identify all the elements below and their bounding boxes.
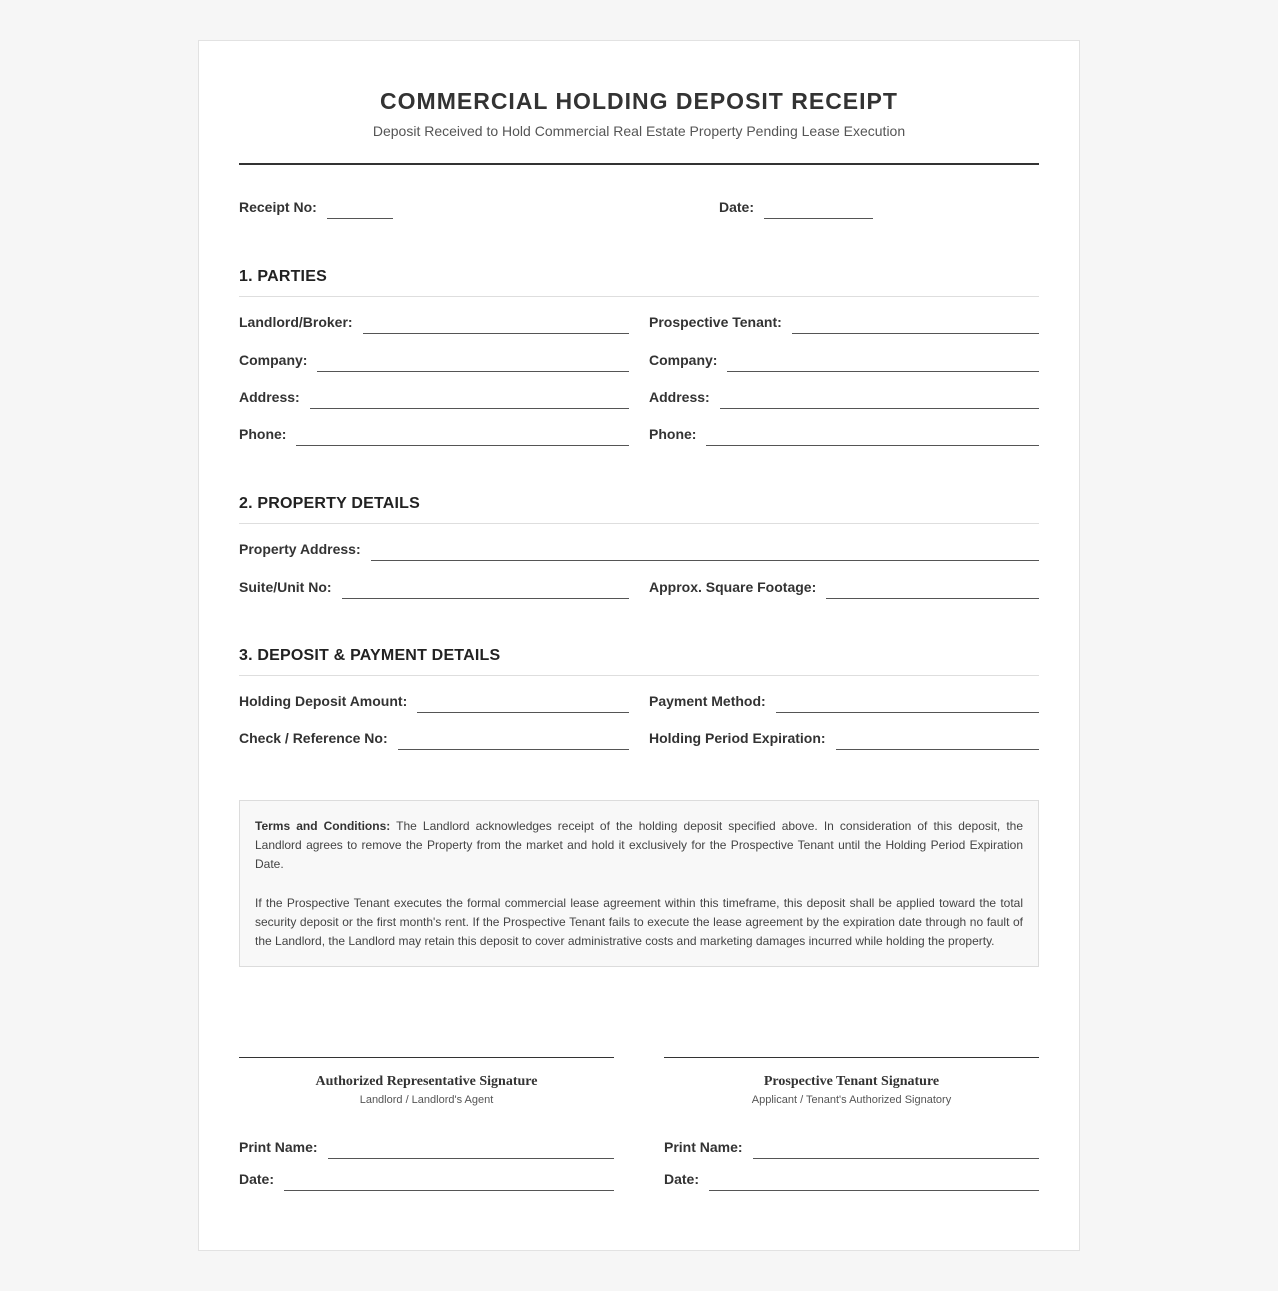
payment-method-field — [649, 693, 1039, 713]
tenant-signature-line[interactable] — [664, 1057, 1039, 1058]
tenant-signature-block — [664, 1057, 1039, 1191]
receipt-date-input[interactable] — [764, 199, 873, 219]
landlord-name-input[interactable] — [363, 314, 629, 334]
tenant-company-label: Company: — [649, 352, 718, 368]
tenant-company-field — [649, 352, 1039, 372]
landlord-address-label: Address: — [239, 389, 300, 405]
document-title: COMMERCIAL HOLDING DEPOSIT RECEIPT — [380, 88, 898, 114]
property-address-label: Property Address: — [239, 541, 361, 557]
document-subtitle: Deposit Received to Hold Commercial Real Estate Property Pending Lease Execution — [372, 123, 906, 139]
landlord-company-label: Company: — [239, 352, 308, 368]
landlord-address-input[interactable] — [310, 389, 629, 409]
suite-input[interactable] — [342, 579, 629, 599]
landlord-phone-label: Phone: — [239, 426, 287, 442]
sqft-field — [649, 579, 1039, 599]
landlord-company-input[interactable] — [317, 352, 629, 372]
landlord-sign-date-input[interactable] — [284, 1171, 614, 1191]
tenant-sign-date-label: Date: — [664, 1171, 700, 1187]
terms-paragraph-1 — [255, 817, 1023, 874]
landlord-company-field — [239, 352, 629, 372]
parties-row-address — [239, 389, 1039, 409]
expiration-input[interactable] — [836, 730, 1039, 750]
deposit-row-amount — [239, 693, 1039, 713]
check-reference-input[interactable] — [398, 730, 629, 750]
landlord-address-field — [239, 389, 629, 409]
section-deposit-title: 3. DEPOSIT & PAYMENT DETAILS — [239, 646, 1039, 676]
tenant-company-input[interactable] — [727, 352, 1039, 372]
parties-row-company — [239, 352, 1039, 372]
landlord-signature-block — [239, 1057, 614, 1191]
landlord-signature-subtitle: Landlord / Landlord's Agent — [359, 1094, 494, 1106]
expiration-field — [649, 730, 1039, 750]
property-row-details — [239, 579, 1039, 599]
receipt-info-row — [239, 199, 1039, 219]
receipt-date-label: Date: — [719, 199, 755, 215]
tenant-sign-date-field — [664, 1171, 1039, 1191]
landlord-signature-line[interactable] — [239, 1057, 614, 1058]
deposit-amount-input[interactable] — [417, 693, 629, 713]
sqft-input[interactable] — [826, 579, 1039, 599]
deposit-amount-label: Holding Deposit Amount: — [239, 693, 408, 709]
landlord-signature-title: Authorized Representative Signature — [315, 1074, 538, 1089]
expiration-label: Holding Period Expiration: — [649, 730, 826, 746]
property-address-input[interactable] — [371, 541, 1039, 561]
tenant-address-label: Address: — [649, 389, 710, 405]
tenant-sign-date-input[interactable] — [709, 1171, 1039, 1191]
landlord-print-name-label: Print Name: — [239, 1139, 318, 1155]
tenant-phone-label: Phone: — [649, 426, 697, 442]
tenant-name-label: Prospective Tenant: — [649, 314, 782, 330]
landlord-sign-date-label: Date: — [239, 1171, 275, 1187]
payment-method-label: Payment Method: — [649, 693, 766, 709]
sqft-label: Approx. Square Footage: — [649, 579, 817, 595]
landlord-name-field — [239, 314, 629, 334]
deposit-row-reference — [239, 730, 1039, 750]
document-page — [198, 40, 1080, 1251]
tenant-address-field — [649, 389, 1039, 409]
tenant-phone-input[interactable] — [706, 426, 1039, 446]
tenant-name-input[interactable] — [792, 314, 1039, 334]
tenant-print-name-input[interactable] — [753, 1139, 1039, 1159]
suite-label: Suite/Unit No: — [239, 579, 332, 595]
landlord-print-name-field — [239, 1139, 614, 1159]
deposit-amount-field — [239, 693, 629, 713]
landlord-name-label: Landlord/Broker: — [239, 314, 353, 330]
receipt-date-field — [719, 199, 1039, 219]
tenant-name-field — [649, 314, 1039, 334]
section-property-title: 2. PROPERTY DETAILS — [239, 494, 1039, 524]
receipt-no-label: Receipt No: — [239, 199, 317, 215]
property-row-address — [239, 541, 1039, 561]
suite-field — [239, 579, 629, 599]
payment-method-input[interactable] — [776, 693, 1039, 713]
tenant-print-name-field — [664, 1139, 1039, 1159]
terms-paragraph-2: If the Prospective Tenant executes the formal commercial lease agreement within this timeframe, this deposit shall be applied toward the total security deposit or the first month's rent. If the Prospective Tenant fails to execute the lease agreement by the expiration date through no fault of the Landlord, the Landlord may retain this deposit to cover administrative costs and marketing damages incurred while holding the property. — [255, 896, 1023, 948]
tenant-phone-field — [649, 426, 1039, 446]
landlord-print-name-input[interactable] — [328, 1139, 614, 1159]
check-reference-label: Check / Reference No: — [239, 730, 388, 746]
check-reference-field — [239, 730, 629, 750]
property-address-field — [239, 541, 1039, 561]
parties-row-phone — [239, 426, 1039, 446]
landlord-phone-input[interactable] — [296, 426, 629, 446]
tenant-signature-title: Prospective Tenant Signature — [763, 1074, 940, 1089]
tenant-address-input[interactable] — [720, 389, 1039, 409]
landlord-sign-date-field — [239, 1171, 614, 1191]
section-parties-title: 1. PARTIES — [239, 267, 1039, 297]
landlord-phone-field — [239, 426, 629, 446]
terms-box — [239, 800, 1039, 967]
tenant-signature-subtitle: Applicant / Tenant's Authorized Signatory — [751, 1094, 952, 1106]
receipt-no-field — [239, 199, 719, 219]
tenant-print-name-label: Print Name: — [664, 1139, 743, 1155]
terms-paragraph-1-text: The Landlord acknowledges receipt of the holding deposit specified above. In consideration of this deposit, the Landlord agrees to remove the Property from the market and hold it exclusively for the Prospective Tenant until the Holding Period Expiration Date. — [255, 819, 1024, 871]
title-divider — [239, 163, 1039, 165]
receipt-no-input[interactable] — [327, 199, 393, 219]
signature-area — [239, 1057, 1039, 1191]
parties-row-name — [239, 314, 1039, 334]
terms-heading: Terms and Conditions: — [255, 819, 391, 833]
